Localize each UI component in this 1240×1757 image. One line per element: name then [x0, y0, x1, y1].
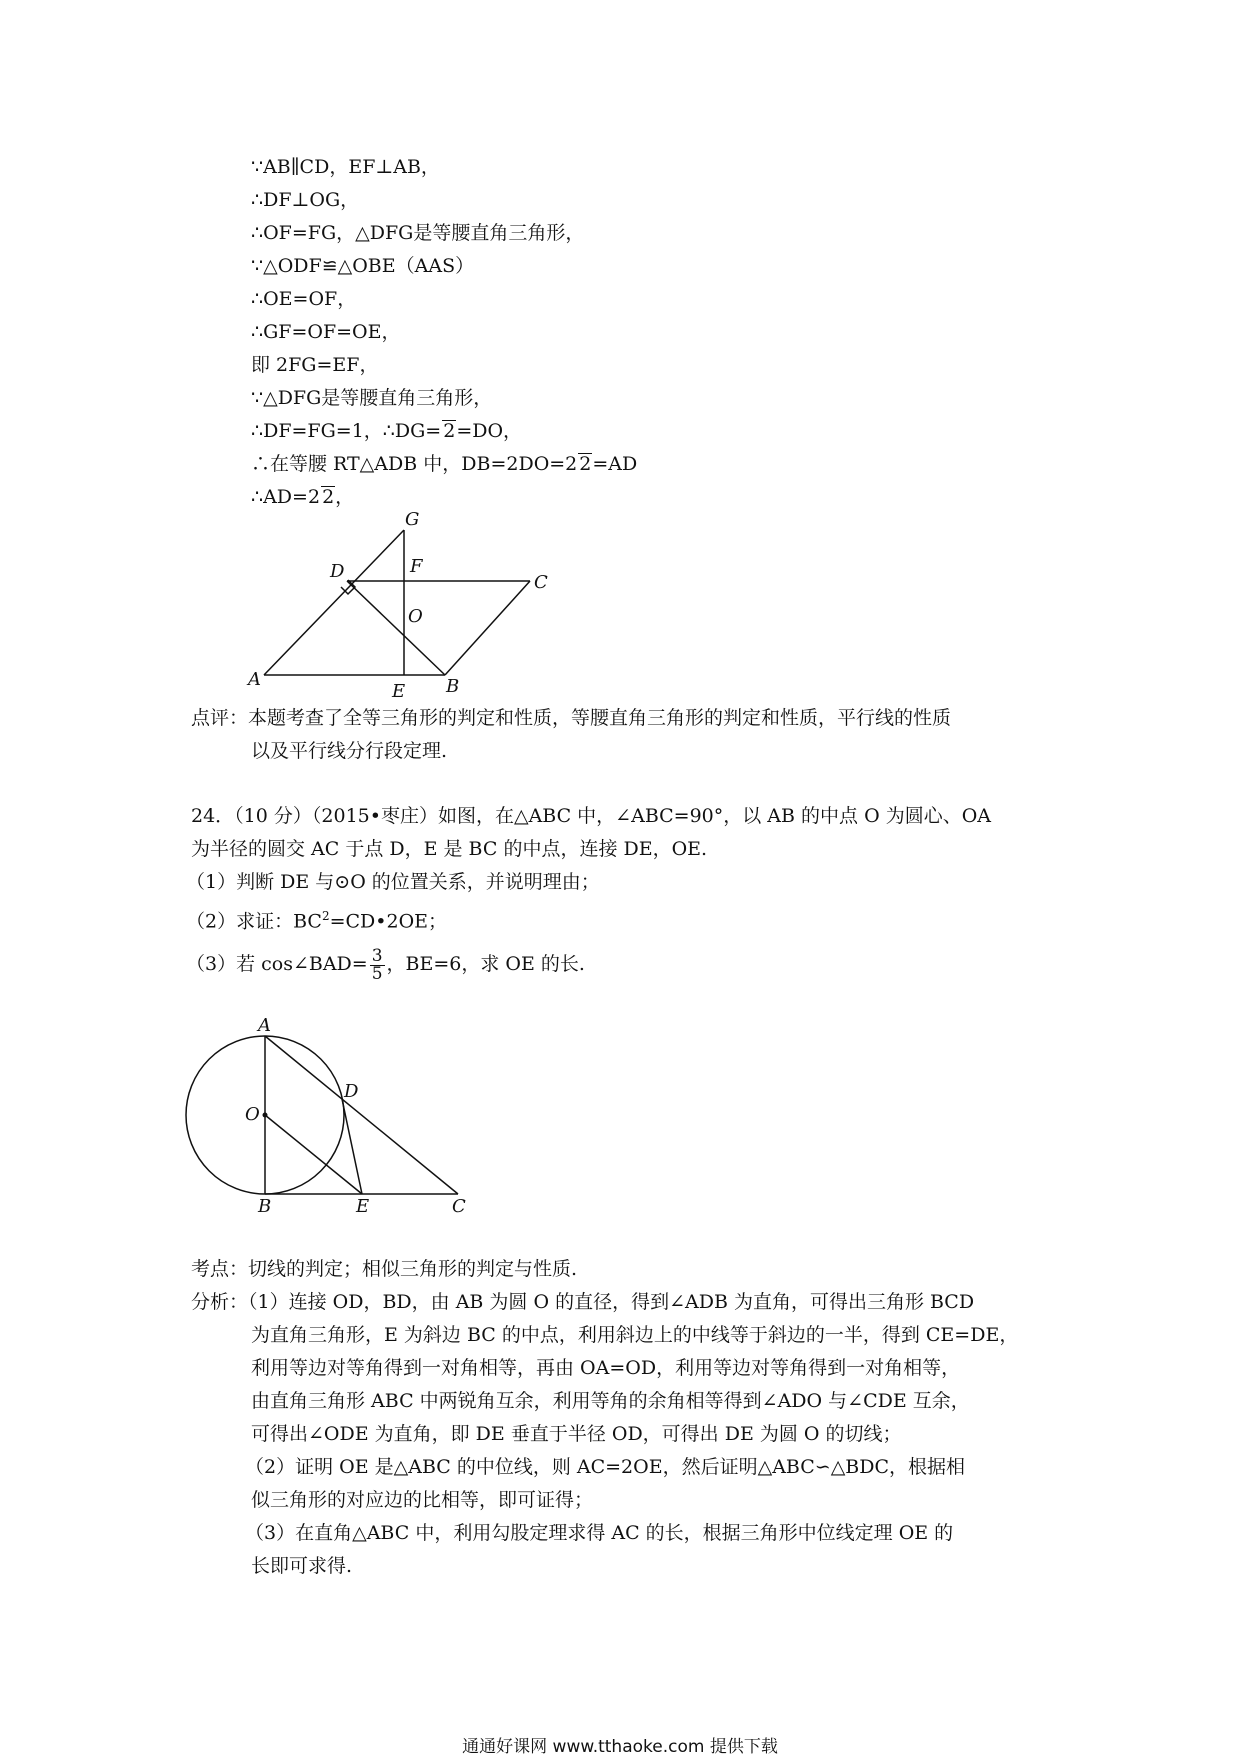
label-G: G	[405, 510, 420, 530]
analysis-line-9: 长即可求得.	[251, 1555, 353, 1577]
analysis-label: 分析：	[191, 1291, 249, 1313]
comment-line-2: 以及平行线分行段定理.	[251, 740, 448, 762]
solution-line-10	[251, 452, 637, 476]
solution-line-6: ∴GF=OF=OE，	[251, 321, 401, 343]
problem-24-q2	[186, 904, 447, 933]
analysis-text-1: （1）连接 OD，BD，由 AB 为圆 O 的直径，得到∠ADB 为直角，可得出三角形 BCD	[248, 1291, 975, 1313]
problem-24-q3-b: ，BE=6，求 OE 的长.	[386, 953, 585, 975]
analysis-line-3: 利用等边对等角得到一对角相等，再由 OA=OD，利用等边对等角得到一对角相等，	[251, 1357, 961, 1379]
analysis-line-6: （2）证明 OE 是△ABC 的中位线，则 AC=2OE，然后证明△ABC∽△BDC，根据相	[245, 1456, 966, 1478]
kaodian-text: 切线的判定；相似三角形的判定与性质.	[248, 1258, 578, 1280]
figure-circle-triangle	[170, 1005, 480, 1220]
label-F: F	[410, 556, 423, 577]
solution-line-3: ∴OF=FG，△DFG是等腰直角三角形，	[251, 222, 585, 244]
solution-line-8: ∵△DFG是等腰直角三角形，	[251, 387, 493, 409]
solution-line-11	[251, 485, 354, 509]
problem-24-q3	[186, 944, 585, 984]
problem-24-q2-a: （2）求证：BC	[186, 910, 322, 933]
solution-line-10-b: =AD	[592, 453, 638, 475]
comment-text-1: 本题考查了全等三角形的判定和性质，等腰直角三角形的判定和性质，平行线的性质	[248, 707, 952, 729]
label-B: B	[446, 676, 460, 697]
center-dot-O	[263, 1113, 268, 1118]
comment-label: 点评：	[191, 707, 249, 729]
page-footer: 通通好课网 www.tthaoke.com 提供下载	[462, 1737, 778, 1757]
figure-trapezoid	[240, 510, 570, 700]
sqrt-radicand: 2	[579, 453, 592, 475]
analysis-line-1	[191, 1290, 974, 1314]
problem-24-q2-sup: 2	[321, 909, 330, 923]
label-D: D	[330, 561, 345, 582]
segment-AC	[265, 1036, 458, 1194]
label-A: A	[258, 1015, 271, 1036]
solution-line-2: ∴DF⊥OG，	[251, 189, 360, 211]
solution-line-4: ∵△ODF≌△OBE（AAS）	[251, 255, 475, 277]
solution-line-9-a: ∴DF=FG=1，∴DG=	[251, 420, 442, 442]
label-A: A	[248, 669, 261, 690]
fraction-denominator: 5	[371, 963, 383, 984]
label-D: D	[344, 1081, 359, 1102]
label-B: B	[258, 1196, 272, 1217]
problem-24-q1: （1）判断 DE 与⊙O 的位置关系，并说明理由；	[186, 871, 600, 893]
label-E: E	[356, 1196, 370, 1217]
analysis-line-4: 由直角三角形 ABC 中两锐角互余，利用等角的余角相等得到∠ADO 与∠CDE 互余，	[251, 1390, 970, 1412]
kaodian-label: 考点：	[191, 1258, 249, 1280]
analysis-line-8: （3）在直角△ABC 中，利用勾股定理求得 AC 的长，根据三角形中位线定理 OE 的	[245, 1522, 954, 1544]
label-E: E	[392, 681, 406, 700]
label-O: O	[408, 606, 423, 627]
label-O: O	[245, 1104, 260, 1125]
fraction	[370, 945, 385, 984]
solution-line-7: 即 2FG=EF，	[251, 354, 379, 376]
analysis-line-5: 可得出∠ODE 为直角，即 DE 垂直于半径 OD，可得出 DE 为圆 O 的切线；	[251, 1423, 902, 1445]
kaodian-line	[191, 1257, 577, 1281]
solution-line-9	[251, 419, 522, 443]
problem-24-q2-b: =CD•2OE；	[329, 910, 448, 933]
label-C: C	[534, 572, 548, 593]
sqrt-radicand: 2	[322, 486, 335, 508]
solution-line-11-b: ，	[335, 486, 355, 508]
segment-DB	[347, 581, 445, 675]
problem-24-line-1: 24．（10 分）（2015•枣庄）如图，在△ABC 中，∠ABC=90°，以 AB 的中点 O 为圆心、OA	[191, 805, 991, 827]
problem-24-line-2: 为半径的圆交 AC 于点 D，E 是 BC 的中点，连接 DE，OE.	[191, 838, 708, 860]
solution-line-11-a: ∴AD=2	[251, 486, 321, 508]
segment-CB	[445, 581, 530, 675]
analysis-line-2: 为直角三角形，E 为斜边 BC 的中点，利用斜边上的中线等于斜边的一半，得到 CE=DE，	[251, 1324, 1019, 1346]
problem-24-q3-a: （3）若 cos∠BAD=	[186, 953, 368, 975]
label-C: C	[452, 1196, 466, 1217]
analysis-line-7: 似三角形的对应边的比相等，即可证得；	[251, 1489, 594, 1511]
solution-line-5: ∴OE=OF，	[251, 288, 357, 310]
solution-line-1: ∵AB∥CD，EF⊥AB，	[251, 156, 440, 178]
segment-AG	[264, 530, 404, 675]
solution-line-9-b: =DO，	[456, 420, 523, 442]
solution-line-10-a: ∴在等腰 RT△ADB 中，DB=2DO=2	[251, 453, 578, 475]
fraction-numerator: 3	[371, 945, 383, 966]
comment-line-1	[191, 706, 951, 730]
sqrt-radicand: 2	[443, 420, 456, 442]
